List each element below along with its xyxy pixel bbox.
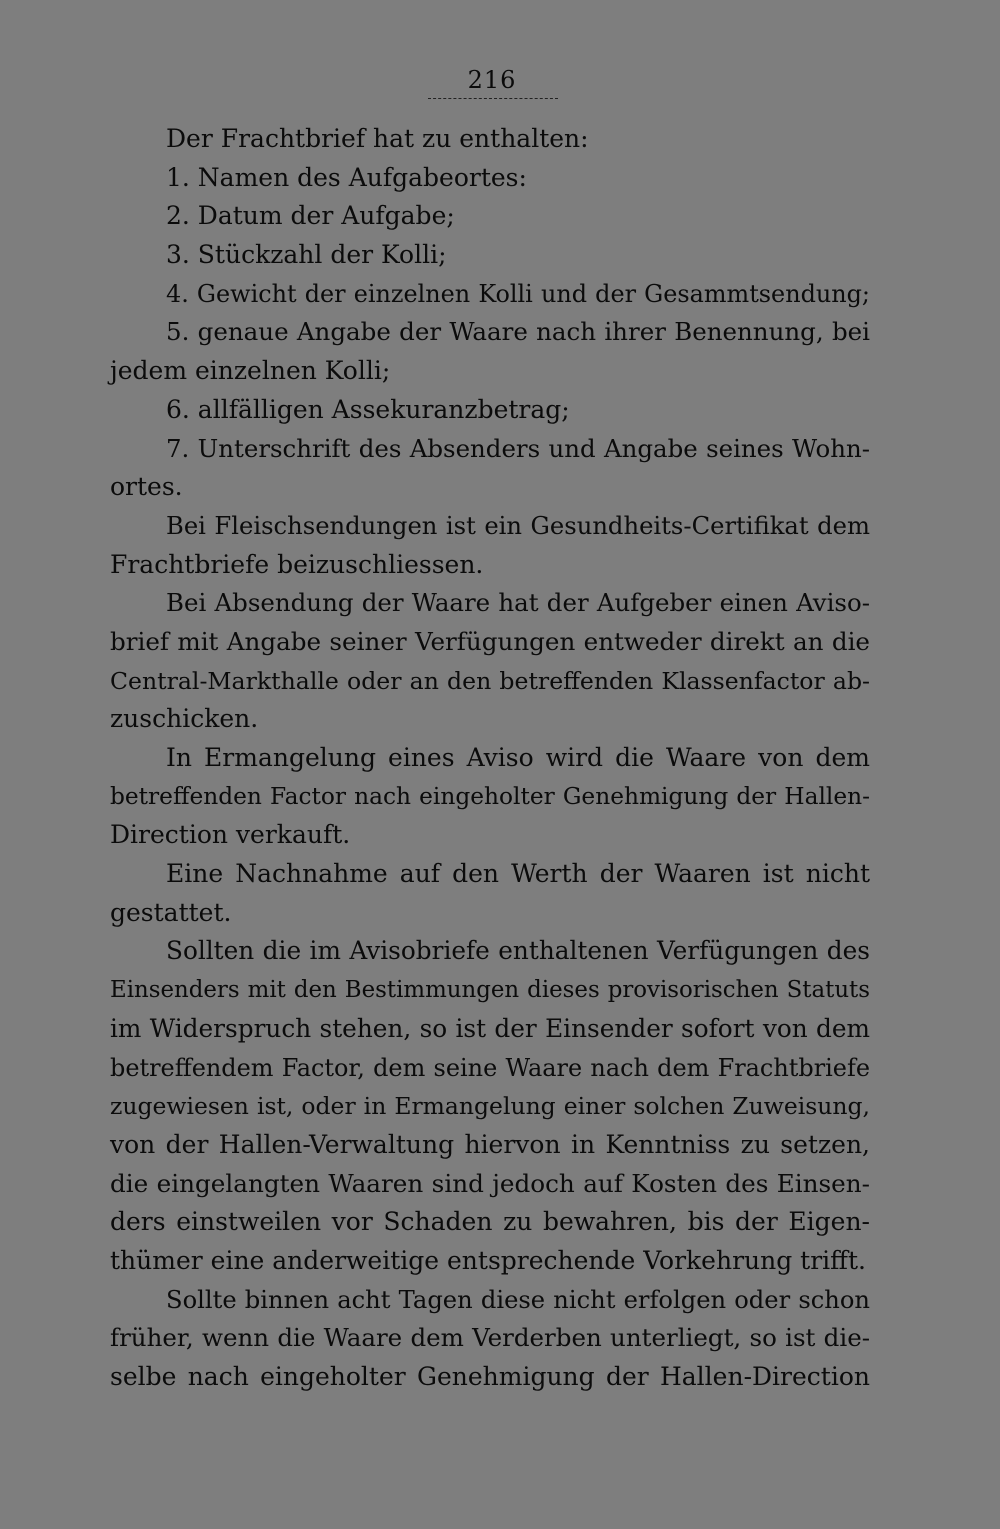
text-line: jedem einzelnen Kolli; <box>110 356 391 386</box>
text-line: ortes. <box>110 472 183 502</box>
text-line: zugewiesen ist, oder in Ermangelung einer solchen Zuweisung, <box>110 1092 870 1121</box>
text-line: Eine Nachnahme auf den Werth der Waaren ist nicht <box>166 859 870 889</box>
text-line: 3. Stückzahl der Kolli; <box>166 240 447 270</box>
text-line: Bei Absendung der Waare hat der Aufgeber einen Aviso- <box>166 588 870 618</box>
text-line: ders einstweilen vor Schaden zu bewahren, bis der Eigen- <box>110 1207 870 1237</box>
text-line: 7. Unterschrift des Absenders und Angabe seines Wohn- <box>166 433 870 463</box>
text-line: früher, wenn die Waare dem Verderben unterliegt, so ist die- <box>110 1323 870 1353</box>
page-number-rule <box>428 98 558 99</box>
body-text <box>110 120 870 1397</box>
text-line: zuschicken. <box>110 704 259 734</box>
page-number: 216 <box>467 66 517 94</box>
text-line: betreffendem Factor, dem seine Waare nach dem Frachtbriefe <box>110 1053 870 1082</box>
text-line: betreffenden Factor nach eingeholter Genehmigung der Hallen- <box>110 782 870 810</box>
text-line: Einsenders mit den Bestimmungen dieses provisorischen Statuts <box>110 977 870 1004</box>
text-line: Sollten die im Avisobriefe enthaltenen Verfügungen des <box>166 936 870 966</box>
text-line: brief mit Angabe seiner Verfügungen entweder direkt an die <box>110 626 870 656</box>
text-line: die eingelangten Waaren sind jedoch auf Kosten des Einsen- <box>110 1168 870 1198</box>
text-line: 5. genaue Angabe der Waare nach ihrer Benennung, bei <box>166 317 870 347</box>
text-line: von der Hallen-Verwaltung hiervon in Kenntniss zu setzen, <box>110 1129 870 1159</box>
text-line: im Widerspruch stehen, so ist der Einsender sofort von dem <box>110 1013 870 1043</box>
text-line: Central-Markthalle oder an den betreffenden Klassenfactor ab- <box>110 666 870 695</box>
text-line: In Ermangelung eines Aviso wird die Waare von dem <box>166 743 870 772</box>
text-line: 1. Namen des Aufgabeortes: <box>166 162 527 192</box>
text-line: Frachtbriefe beizuschliessen. <box>110 549 484 579</box>
text-line: Direction verkauft. <box>110 820 351 850</box>
text-line: Der Frachtbrief hat zu enthalten: <box>166 124 589 153</box>
text-line: gestattet. <box>110 897 232 927</box>
text-line: 6. allfälligen Assekuranzbetrag; <box>166 394 570 424</box>
text-line: Bei Fleischsendungen ist ein Gesundheits-Certifikat dem <box>166 510 870 540</box>
text-line: thümer eine anderweitige entsprechende Vorkehrung trifft. <box>110 1245 866 1275</box>
text-line: selbe nach eingeholter Genehmigung der Hallen-Direction <box>110 1362 870 1391</box>
text-line: Sollte binnen acht Tagen diese nicht erfolgen oder schon <box>166 1285 870 1314</box>
text-line: 2. Datum der Aufgabe; <box>166 201 455 231</box>
text-line: 4. Gewicht der einzelnen Kolli und der Gesammtsendung; <box>166 279 870 308</box>
